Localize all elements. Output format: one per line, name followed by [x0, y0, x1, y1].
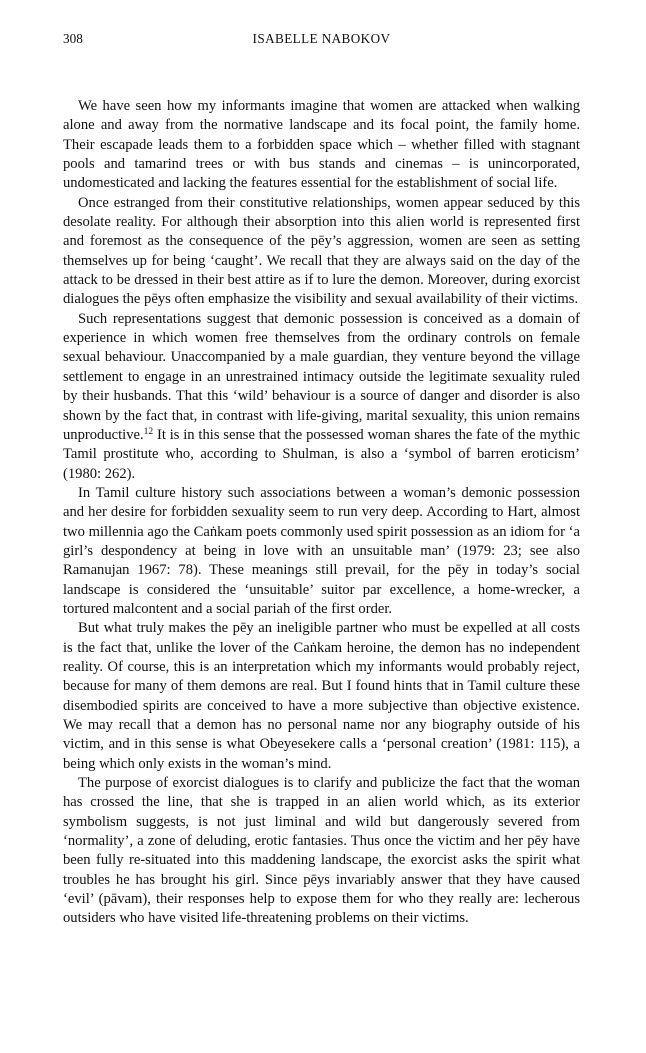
page-number: 308: [63, 31, 83, 46]
body-text: [63, 97, 580, 929]
paragraph: The purpose of exorcist dialogues is to clarify and publicize the fact that the woman has crossed the line, that she is trapped in an alien world which, as its exterior symbolism suggests, is not just liminal and wild but dangerously severed from ‘normality’, a zone of deluding, erotic fantasies. Thus once the victim and her pēy have been fully re-situated into this maddening landscape, the exorcist asks the spirit what troubles he has brought his girl. Since pēys invariably answer that they have caused ‘evil’ (pāvam), their responses help to expose them for who they really are: lecherous outsiders who have visited life-threatening problems on their victims.: [63, 775, 580, 927]
paragraph-text: Such representations suggest that demonic possession is conceived as a domain of experience in which women free themselves from the ordinary controls on female sexual behaviour. Unaccompanied by a male guardian, they venture beyond the village settlement to engage in an unrestrained intimacy outside the legitimate sexuality ruled by their husbands. That this ‘wild’ behaviour is a source of danger and disorder is also shown by the fact that, in contrast with life-giving, marital sexuality, this union remains unproductive.: [63, 310, 580, 443]
paragraph-text: It is in this sense that the possessed woman shares the fate of the mythic Tamil prostitute who, according to Shulman, is also a ‘symbol of barren eroticism’ (1980: 262).: [63, 426, 580, 482]
paragraph: We have seen how my informants imagine that women are attacked when walking alone and away from the normative landscape and its focal point, the family home. Their escapade leads them to a forbidden space which – whether filled with stagnant pools and tamarind trees or with bus stands and cinemas – is unincorporated, undomesticated and lacking the features essential for the establishment of social life.: [63, 98, 580, 192]
running-head: ISABELLE NABOKOV: [252, 31, 391, 46]
paragraph: Once estranged from their constitutive relationships, women appear seduced by this desolate reality. For although their absorption into this alien world is represented first and foremost as the consequence of the pēy’s aggression, women are seen as setting themselves up for being ‘caught’. We recall that they are always said on the day of the attack to be dressed in their best attire as if to lure the demon. Moreover, during exorcist dialogues the pēys often emphasize the visibility and sexual availability of their victims.: [63, 194, 580, 308]
footnote-marker[interactable]: 12: [143, 426, 154, 437]
paragraph: In Tamil culture history such associations between a woman’s demonic possession and her desire for forbidden sexuality seem to run very deep. According to Hart, almost two millennia ago the Caṅkam poets commonly used spirit possession as an idiom for ‘a girl’s despondency at being in love with an unsuitable man’ (1979: 23; see also Ramanujan 1967: 78). These meanings still prevail, for the pēy in today’s social landscape is considered the ‘unsuitable’ suitor par excellence, a home-wrecker, a tortured malcontent and a social pariah of the first order.: [63, 484, 580, 617]
page-header: [63, 28, 580, 50]
paragraph: But what truly makes the pēy an ineligible partner who must be expelled at all costs is the fact that, unlike the lover of the Caṅkam heroine, the demon has no independent reality. Of course, this is an interpretation which my informants would probably reject, because for many of them demons are real. But I found hints that in Tamil culture these disembodied spirits are conceived to have a more subjective than objective existence. We may recall that a demon has no personal name nor any biography outside of his victim, and in this sense is what Obeyesekere calls a ‘personal creation’ (1981: 115), a being which only exists in the woman’s mind.: [63, 620, 580, 772]
paragraph: [63, 310, 580, 484]
